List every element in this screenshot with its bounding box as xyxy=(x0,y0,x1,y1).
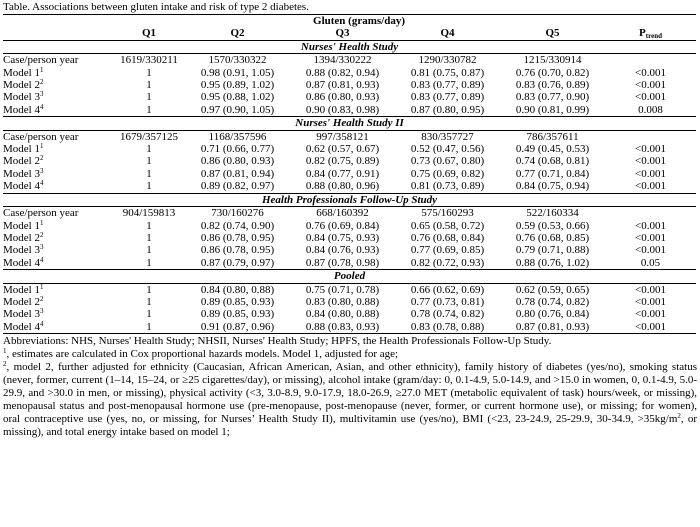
value-cell-q3: 997/358121 xyxy=(316,130,369,143)
row-label-cell xyxy=(3,54,113,67)
row-label-footnote: 2 xyxy=(39,154,44,163)
value-cell-q1: 1 xyxy=(146,308,152,321)
value-cell-q5: 0.88 (0.76, 1.02) xyxy=(500,257,605,270)
p-trend-cell: 0.05 xyxy=(605,257,696,270)
row-label: Model 2 xyxy=(3,79,40,92)
value-cell-q3: 0.88 (0.83, 0.93) xyxy=(290,321,395,334)
value-cell-q3: 0.84 (0.75, 0.93) xyxy=(305,231,380,244)
row-label-cell xyxy=(3,244,113,256)
value-cell-q5: 0.79 (0.71, 0.88) xyxy=(515,244,590,257)
row-label-cell xyxy=(3,104,113,117)
table-row xyxy=(3,220,696,232)
value-cell-q1: 1 xyxy=(113,257,185,270)
abbreviations-note: Abbreviations: NHS, Nurses' Health Study; NHSII, Nurses' Health Study; HPFS, the Health Professionals Follow-Up Study. xyxy=(3,335,552,348)
row-label: Model 1 xyxy=(3,283,40,296)
value-cell-q2: 0.86 (0.80, 0.93) xyxy=(200,155,275,168)
row-label: Case/person year xyxy=(3,54,79,67)
row-label-cell xyxy=(3,180,113,193)
value-cell-q5: 0.80 (0.76, 0.84) xyxy=(515,308,590,321)
table-row xyxy=(3,143,696,155)
row-label: Model 2 xyxy=(3,295,40,308)
value-cell-q4: 0.75 (0.69, 0.82) xyxy=(410,167,485,180)
value-cell-q2: 0.89 (0.82, 0.97) xyxy=(185,180,290,193)
value-cell-q2: 0.87 (0.79, 0.97) xyxy=(185,257,290,270)
value-cell-q5: 0.62 (0.59, 0.65) xyxy=(515,283,590,296)
value-cell-q4: 0.66 (0.62, 0.69) xyxy=(410,283,485,296)
row-label: Model 3 xyxy=(3,308,40,321)
table-row xyxy=(3,67,696,79)
value-cell-q2: 0.84 (0.80, 0.88) xyxy=(200,283,275,296)
row-label-footnote: 2 xyxy=(39,230,44,239)
footnote-1-text: , estimates are calculated in Cox proportional hazards models. Model 1, adjusted for age; xyxy=(6,348,399,361)
row-label-cell xyxy=(3,143,113,155)
row-label-cell xyxy=(3,168,113,180)
row-label-footnote: 4 xyxy=(39,179,44,188)
p-trend-cell: <0.001 xyxy=(635,244,667,257)
value-cell-q4: 1290/330782 xyxy=(418,54,477,67)
value-cell-q4: 0.73 (0.67, 0.80) xyxy=(410,155,485,168)
row-label: Model 3 xyxy=(3,91,40,104)
value-cell-q4: 0.87 (0.80, 0.95) xyxy=(395,104,500,117)
row-label-footnote: 4 xyxy=(39,255,44,264)
row-label-footnote: 1 xyxy=(39,142,44,151)
table-row xyxy=(3,168,696,180)
value-cell-q4: 0.76 (0.68, 0.84) xyxy=(410,231,485,244)
value-cell-q5: 522/160334 xyxy=(526,207,579,220)
value-cell-q4: 0.83 (0.78, 0.88) xyxy=(395,321,500,334)
value-cell-q5: 0.59 (0.53, 0.66) xyxy=(515,219,590,232)
col-q1: Q1 xyxy=(113,27,185,40)
value-cell-q1: 1 xyxy=(146,244,152,257)
table-row xyxy=(3,54,696,67)
footnote-2-text-end: , or missing), and total energy intake based on model 1; xyxy=(3,413,697,439)
section-title: Nurses' Health Study II xyxy=(3,117,696,130)
value-cell-q1: 1679/357125 xyxy=(119,130,179,143)
value-cell-q1: 1 xyxy=(113,104,185,117)
table-row xyxy=(3,244,696,256)
value-cell-q2: 0.86 (0.78, 0.95) xyxy=(200,244,275,257)
footnote-1 xyxy=(3,348,697,361)
value-cell-q5: 0.78 (0.74, 0.82) xyxy=(515,295,590,308)
row-label: Model 1 xyxy=(3,143,40,156)
value-cell-q1: 1 xyxy=(146,66,152,79)
p-trend-cell: <0.001 xyxy=(635,219,667,232)
value-cell-q2: 1570/330322 xyxy=(208,54,267,67)
value-cell-q1: 1 xyxy=(146,91,152,104)
value-cell-q4: 830/357727 xyxy=(421,130,474,143)
value-cell-q5: 0.87 (0.81, 0.93) xyxy=(500,321,605,334)
section-title: Health Professionals Follow-Up Study xyxy=(3,193,696,206)
value-cell-q4: 0.81 (0.75, 0.87) xyxy=(410,66,485,79)
value-cell-q1: 1619/330211 xyxy=(120,54,178,67)
value-cell-q3: 0.87 (0.81, 0.93) xyxy=(305,79,380,92)
p-trend-subscript: trend xyxy=(645,32,662,41)
row-label-cell xyxy=(3,155,113,167)
value-cell-q5: 786/357611 xyxy=(526,130,579,143)
value-cell-q4: 0.77 (0.73, 0.81) xyxy=(410,295,485,308)
value-cell-q3: 0.76 (0.69, 0.84) xyxy=(305,219,380,232)
row-label-cell xyxy=(3,296,113,308)
value-cell-q4: 0.65 (0.58, 0.72) xyxy=(410,219,485,232)
value-cell-q2: 0.91 (0.87, 0.96) xyxy=(185,321,290,334)
footnote-2-marker: 2 xyxy=(3,360,7,369)
value-cell-q3: 668/160392 xyxy=(316,207,369,220)
section-header-row xyxy=(3,270,696,283)
table-row xyxy=(3,79,696,91)
section-title: Pooled xyxy=(3,270,696,283)
row-label-footnote: 3 xyxy=(39,307,44,316)
row-label-footnote: 4 xyxy=(39,102,44,111)
value-cell-q5: 0.83 (0.77, 0.90) xyxy=(515,91,590,104)
p-trend-cell: <0.001 xyxy=(635,155,667,168)
table-row xyxy=(3,232,696,244)
table-row xyxy=(3,104,696,117)
value-cell-q1: 1 xyxy=(113,180,185,193)
col-q4: Q4 xyxy=(395,27,500,40)
value-cell-q4: 0.81 (0.73, 0.89) xyxy=(395,180,500,193)
value-cell-q2: 730/160276 xyxy=(211,207,264,220)
row-label-footnote: 3 xyxy=(39,166,44,175)
value-cell-q2: 0.95 (0.88, 1.02) xyxy=(200,91,275,104)
value-cell-q3: 0.83 (0.80, 0.88) xyxy=(305,295,380,308)
value-cell-q3: 0.62 (0.57, 0.67) xyxy=(305,143,380,156)
value-cell-q3: 1394/330222 xyxy=(313,54,372,67)
col-q2: Q2 xyxy=(185,27,290,40)
row-label-footnote: 2 xyxy=(39,78,44,87)
value-cell-q5: 0.76 (0.68, 0.85) xyxy=(515,231,590,244)
row-label: Model 4 xyxy=(3,180,40,193)
row-label: Model 3 xyxy=(3,244,40,257)
value-cell-q2: 0.71 (0.66, 0.77) xyxy=(200,143,275,156)
value-cell-q3: 0.88 (0.82, 0.94) xyxy=(305,66,380,79)
row-label-cell xyxy=(3,79,113,91)
row-label: Model 4 xyxy=(3,256,40,269)
value-cell-q5: 0.74 (0.68, 0.81) xyxy=(515,155,590,168)
row-label: Model 1 xyxy=(3,66,40,79)
associations-table xyxy=(3,14,696,334)
value-cell-q4: 0.52 (0.47, 0.56) xyxy=(410,143,485,156)
table-row xyxy=(3,296,696,308)
value-cell-q4: 575/160293 xyxy=(421,207,474,220)
value-cell-q3: 0.84 (0.76, 0.93) xyxy=(305,244,380,257)
value-cell-q1: 1 xyxy=(113,321,185,334)
value-cell-q1: 1 xyxy=(146,283,152,296)
row-label: Model 4 xyxy=(3,103,40,116)
row-label: Model 1 xyxy=(3,219,40,232)
row-label: Model 4 xyxy=(3,320,40,333)
value-cell-q1: 1 xyxy=(146,143,152,156)
table-row xyxy=(3,308,696,320)
value-cell-q5: 0.77 (0.71, 0.84) xyxy=(515,167,590,180)
value-cell-q3: 0.90 (0.83, 0.98) xyxy=(290,104,395,117)
row-label-cell xyxy=(3,257,113,270)
value-cell-q2: 0.97 (0.90, 1.05) xyxy=(185,104,290,117)
value-cell-q1: 1 xyxy=(146,231,152,244)
footnote-1-marker: 1 xyxy=(3,347,7,356)
row-label-cell xyxy=(3,91,113,103)
table-row xyxy=(3,155,696,167)
row-label-footnote: 1 xyxy=(39,65,44,74)
table-row xyxy=(3,130,696,143)
section-title: Nurses' Health Study xyxy=(3,40,696,53)
value-cell-q3: 0.84 (0.80, 0.88) xyxy=(305,308,380,321)
value-cell-q2: 0.82 (0.74, 0.90) xyxy=(200,219,275,232)
value-cell-q2: 0.95 (0.89, 1.02) xyxy=(200,79,275,92)
value-cell-q5: 0.49 (0.45, 0.53) xyxy=(515,143,590,156)
p-trend-cell: <0.001 xyxy=(635,231,667,244)
p-trend-cell xyxy=(605,54,696,67)
p-trend-cell: <0.001 xyxy=(635,143,667,156)
row-label: Model 2 xyxy=(3,155,40,168)
gluten-group-title: Gluten (grams/day) xyxy=(113,15,605,28)
footnote-2-squared: 2 xyxy=(677,412,681,421)
table-caption: Table. Associations between gluten intake and risk of type 2 diabetes. xyxy=(3,1,309,13)
value-cell-q1: 1 xyxy=(146,219,152,232)
p-trend-cell: <0.001 xyxy=(635,308,667,321)
row-label: Case/person year xyxy=(3,130,79,143)
row-label-cell xyxy=(3,321,113,334)
value-cell-q2: 0.89 (0.85, 0.93) xyxy=(200,308,275,321)
value-cell-q2: 0.98 (0.91, 1.05) xyxy=(200,66,275,79)
table-row xyxy=(3,207,696,220)
section-header-row xyxy=(3,193,696,206)
table-row xyxy=(3,91,696,103)
value-cell-q1: 1 xyxy=(146,155,152,168)
row-label-cell xyxy=(3,308,113,320)
value-cell-q2: 0.89 (0.85, 0.93) xyxy=(200,295,275,308)
value-cell-q2: 1168/357596 xyxy=(208,130,267,143)
row-label-footnote: 1 xyxy=(39,282,44,291)
p-trend-cell: <0.001 xyxy=(635,167,667,180)
p-trend-cell xyxy=(605,130,696,143)
col-p-trend xyxy=(605,27,696,40)
value-cell-q5: 0.83 (0.76, 0.89) xyxy=(515,79,590,92)
row-label-cell xyxy=(3,220,113,232)
table-body xyxy=(3,15,696,334)
value-cell-q3: 0.84 (0.77, 0.91) xyxy=(305,167,380,180)
row-label: Model 2 xyxy=(3,231,40,244)
row-label: Case/person year xyxy=(3,207,79,220)
table-row xyxy=(3,283,696,296)
value-cell-q1: 1 xyxy=(146,167,152,180)
value-cell-q1: 1 xyxy=(146,295,152,308)
row-label-footnote: 4 xyxy=(39,319,44,328)
row-label-cell xyxy=(3,207,113,220)
col-q5: Q5 xyxy=(500,27,605,40)
footnote-2 xyxy=(3,361,697,439)
p-trend-cell xyxy=(605,207,696,220)
table-row xyxy=(3,321,696,334)
value-cell-q3: 0.88 (0.80, 0.96) xyxy=(290,180,395,193)
group-header-row xyxy=(3,15,696,28)
value-cell-q4: 0.82 (0.72, 0.93) xyxy=(395,257,500,270)
value-cell-q5: 0.90 (0.81, 0.99) xyxy=(500,104,605,117)
section-header-row xyxy=(3,117,696,130)
table-notes xyxy=(3,335,697,439)
value-cell-q2: 0.86 (0.78, 0.95) xyxy=(200,231,275,244)
p-trend-cell: <0.001 xyxy=(605,180,696,193)
section-header-row xyxy=(3,40,696,53)
row-label-footnote: 2 xyxy=(39,294,44,303)
value-cell-q1: 1 xyxy=(146,79,152,92)
value-cell-q3: 0.82 (0.75, 0.89) xyxy=(305,155,380,168)
table-row xyxy=(3,180,696,193)
row-label: Model 3 xyxy=(3,167,40,180)
value-cell-q4: 0.83 (0.77, 0.89) xyxy=(410,79,485,92)
value-cell-q1: 904/159813 xyxy=(122,207,176,220)
value-cell-q4: 0.78 (0.74, 0.82) xyxy=(410,308,485,321)
table-row xyxy=(3,257,696,270)
value-cell-q3: 0.86 (0.80, 0.93) xyxy=(305,91,380,104)
row-label-cell xyxy=(3,283,113,296)
value-cell-q4: 0.83 (0.77, 0.89) xyxy=(410,91,485,104)
footnote-2-text: , model 2, further adjusted for ethnicity (Caucasian, African American, Asian, and other ethnicity), family history of diabetes (yes/no), smoking status (never, former, current (1–14, 15–24, or ≥25 cigarettes/day), or missing), alcohol intake (gram/day: 0, 0.1-4.9, 5.0-14.9, and >15.0 in women, 0, 0.1-4.9, 5.0-29.9, and >30.0 in men, or missing), physical activity (<3, 3.0-8.9, 9.0-17.9, 18.0-26.9, ≥27.0 MET (metabolic equivalent of task) hours/week, or missing), menopausal status and post-menopausal hormone use (pre-menopause, post-menopause (never, former, or current hormone use), or missing; for women), oral contraceptive use (yes, no, or missing, for Nurses’ Health Study II), multivitamin use (yes/no), BMI (<23, 23-24.9, 25-29.9, 30-34.9, >35kg/m xyxy=(3,361,697,426)
p-trend-cell: <0.001 xyxy=(635,283,667,296)
p-trend-cell: <0.001 xyxy=(635,79,667,92)
row-label-footnote: 1 xyxy=(39,218,44,227)
value-cell-q5: 0.84 (0.75, 0.94) xyxy=(500,180,605,193)
row-label-cell xyxy=(3,130,113,143)
value-cell-q3: 0.75 (0.71, 0.78) xyxy=(305,283,380,296)
value-cell-q5: 0.76 (0.70, 0.82) xyxy=(515,66,590,79)
col-q3: Q3 xyxy=(290,27,395,40)
p-trend-cell: <0.001 xyxy=(635,295,667,308)
p-trend-cell: <0.001 xyxy=(635,91,667,104)
value-cell-q5: 1215/330914 xyxy=(523,54,582,67)
value-cell-q3: 0.87 (0.78, 0.98) xyxy=(290,257,395,270)
row-label-cell xyxy=(3,232,113,244)
p-trend-cell: <0.001 xyxy=(605,321,696,334)
p-trend-cell: <0.001 xyxy=(635,66,667,79)
column-header-row xyxy=(3,27,696,40)
value-cell-q4: 0.77 (0.69, 0.85) xyxy=(410,244,485,257)
p-trend-label: P xyxy=(639,27,646,40)
row-label-footnote: 3 xyxy=(39,90,44,99)
value-cell-q2: 0.87 (0.81, 0.94) xyxy=(200,167,275,180)
row-label-cell xyxy=(3,67,113,79)
p-trend-cell: 0.008 xyxy=(605,104,696,117)
row-label-footnote: 3 xyxy=(39,243,44,252)
